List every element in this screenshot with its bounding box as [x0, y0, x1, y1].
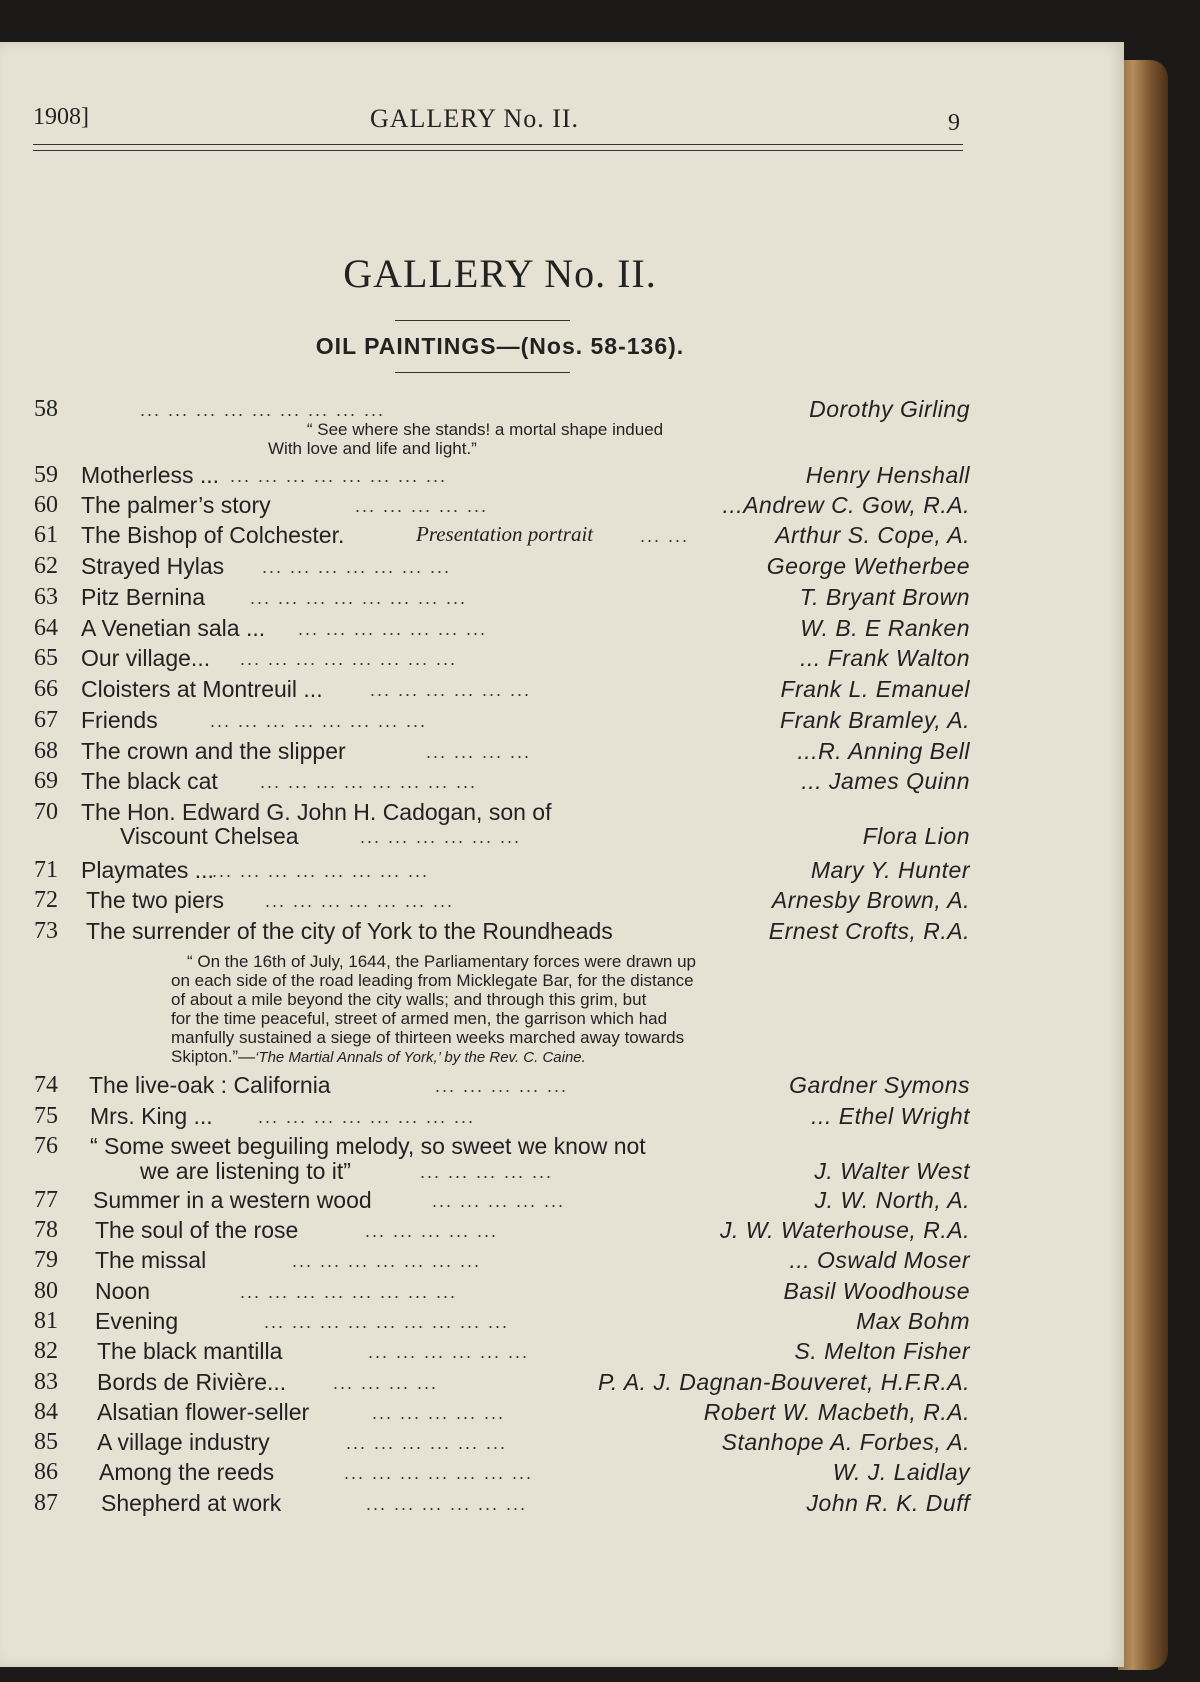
entry-artist: W. B. E Ranken — [800, 615, 970, 641]
page-number: 9 — [948, 110, 960, 136]
header-rule — [33, 144, 963, 145]
entry-number: 73 — [34, 918, 58, 944]
entry-number: 70 — [34, 799, 58, 825]
leader-dots: ... ... ... ... ... ... ... ... — [240, 1282, 458, 1302]
entry-title: “ Some sweet beguiling melody, so sweet we know not — [90, 1133, 646, 1159]
entry-artist: P. A. J. Dagnan-Bouveret, H.F.R.A. — [598, 1369, 970, 1395]
entry-artist-row — [0, 1072, 1000, 1100]
entry-artist-row — [0, 1158, 1000, 1186]
leader-dots: ... ... ... ... ... ... — [370, 680, 532, 700]
quote-line: With love and life and light.” — [268, 439, 477, 458]
entry-number: 62 — [34, 553, 58, 579]
entry-title: The black mantilla — [97, 1338, 283, 1364]
entry-title: The missal — [95, 1247, 207, 1273]
leader-dots: ... ... ... ... ... ... ... ... — [258, 1107, 476, 1127]
entry-number: 83 — [34, 1369, 58, 1395]
leader-dots: ... ... ... ... ... ... ... — [292, 1251, 482, 1271]
quote-citation: ‘The Martial Annals of York,’ by the Rev. C. Caine. — [255, 1049, 586, 1066]
leader-dots: ... ... ... ... — [333, 1373, 439, 1393]
entry-artist: J. W. North, A. — [814, 1187, 970, 1213]
entry-number: 65 — [34, 645, 58, 671]
entry-title: Friends — [81, 707, 158, 733]
entry-artist-row — [0, 823, 1000, 851]
entry-number: 60 — [34, 492, 58, 518]
entry-number: 82 — [34, 1338, 58, 1364]
entry-artist: W. J. Laidlay — [832, 1459, 970, 1485]
entry-artist-row — [0, 707, 1000, 735]
title-rule — [395, 320, 570, 321]
quote-line: of about a mile beyond the city walls; and through this grim, but — [171, 990, 647, 1009]
leader-dots: ... ... ... ... ... ... ... ... ... — [264, 1312, 510, 1332]
quote-58 — [250, 420, 720, 458]
entry-title: Noon — [95, 1278, 150, 1304]
quote-73 — [171, 952, 841, 1067]
entry-number: 87 — [34, 1490, 58, 1516]
entry-artist: Henry Henshall — [805, 462, 970, 488]
entry-number: 86 — [34, 1459, 58, 1485]
entry-artist-row — [0, 1187, 1000, 1215]
entry-title: Mrs. King ... — [90, 1103, 213, 1129]
leader-dots: ... ... ... ... ... — [365, 1221, 499, 1241]
leader-dots: ... ... ... ... ... ... ... — [262, 557, 452, 577]
entry-artist-row — [0, 553, 1000, 581]
entry-number: 58 — [34, 396, 58, 422]
entry-artist: Ernest Crofts, R.A. — [768, 918, 970, 944]
running-head-title: GALLERY No. II. — [370, 104, 580, 133]
entry-artist: ... James Quinn — [801, 768, 970, 794]
entry-artist-row — [0, 738, 1000, 766]
section-rule — [395, 372, 570, 373]
entry-number: 66 — [34, 676, 58, 702]
entry-title: The live-oak : California — [89, 1072, 331, 1098]
entry-artist-row — [0, 1103, 1000, 1131]
entry-artist: Robert W. Macbeth, R.A. — [703, 1399, 970, 1425]
leader-dots: ... ... ... ... ... — [420, 1162, 554, 1182]
entry-artist-row — [0, 918, 1000, 946]
entry-title: Strayed Hylas — [81, 553, 225, 579]
entry-number: 69 — [34, 768, 58, 794]
entry-number: 64 — [34, 615, 58, 641]
entry-number: 75 — [34, 1103, 58, 1129]
entry-artist: Gardner Symons — [789, 1072, 970, 1098]
entry-artist: S. Melton Fisher — [794, 1338, 970, 1364]
quote-line: on each side of the road leading from Micklegate Bar, for the distance — [171, 971, 694, 990]
entry-artist-row — [0, 522, 1000, 550]
catalogue-entry — [0, 1133, 1000, 1161]
entry-title: The black cat — [81, 768, 218, 794]
entry-artist: Stanhope A. Forbes, A. — [721, 1429, 970, 1455]
entry-artist-row — [0, 1308, 1000, 1336]
presentation-note: Presentation portrait — [416, 522, 594, 546]
entry-title: The Bishop of Colchester. — [81, 522, 345, 548]
entry-title: Pitz Bernina — [81, 584, 206, 610]
entry-artist-row — [0, 768, 1000, 796]
entry-artist-row — [0, 615, 1000, 643]
entry-title: Bords de Rivière... — [97, 1369, 287, 1395]
leader-dots: ... ... ... ... ... ... ... ... — [250, 588, 468, 608]
entry-artist: Basil Woodhouse — [783, 1278, 970, 1304]
entry-title: The crown and the slipper — [81, 738, 346, 764]
entry-title: The surrender of the city of York to the Roundheads — [86, 918, 613, 944]
entry-title: Playmates ... — [81, 857, 214, 883]
entry-number: 79 — [34, 1247, 58, 1273]
entry-number: 63 — [34, 584, 58, 610]
entry-title: Alsatian flower-seller — [97, 1399, 310, 1425]
leader-dots: ... ... ... ... ... ... ... — [265, 891, 455, 911]
entry-title: Evening — [95, 1308, 179, 1334]
leader-dots: ... ... ... ... ... ... ... ... — [260, 772, 478, 792]
entry-artist-row — [0, 1429, 1000, 1457]
header-rule — [33, 150, 963, 151]
book-spine — [1118, 60, 1168, 1670]
entry-artist-row — [0, 887, 1000, 915]
entry-number: 74 — [34, 1072, 58, 1098]
entry-number: 68 — [34, 738, 58, 764]
entry-artist-row — [0, 462, 1000, 490]
section-title: OIL PAINTINGS—(Nos. 58-136). — [315, 333, 685, 359]
leader-dots: ... ... ... ... ... ... — [366, 1494, 528, 1514]
entry-artist-row — [0, 1338, 1000, 1366]
entry-artist-row — [0, 1459, 1000, 1487]
entry-title: Shepherd at work — [101, 1490, 282, 1516]
entry-number: 76 — [34, 1133, 58, 1159]
quote-line: for the time peaceful, street of armed men, the garrison which had — [171, 1009, 668, 1028]
leader-dots: ... ... ... ... ... — [435, 1076, 569, 1096]
entry-title: A Venetian sala ... — [81, 615, 266, 641]
entry-artist-row — [0, 1490, 1000, 1518]
entry-artist-row — [0, 857, 1000, 885]
running-head — [0, 104, 1000, 144]
leader-dots: ... ... ... ... ... ... ... ... ... — [140, 400, 386, 420]
entry-number: 78 — [34, 1217, 58, 1243]
entry-artist: ...R. Anning Bell — [797, 738, 970, 764]
entry-title: The two piers — [86, 887, 225, 913]
entry-number: 59 — [34, 462, 58, 488]
gallery-title: GALLERY No. II. — [343, 251, 657, 296]
entry-title: A village industry — [97, 1429, 270, 1455]
entry-title: Cloisters at Montreuil ... — [81, 676, 323, 702]
entry-number: 84 — [34, 1399, 58, 1425]
leader-dots: ... ... ... ... ... — [372, 1403, 506, 1423]
entry-title: The palmer’s story — [81, 492, 271, 518]
quote-line: manfully sustained a siege of thirteen weeks marched away towards — [171, 1028, 685, 1047]
entry-artist: Arnesby Brown, A. — [771, 887, 970, 913]
entry-title-continued: Viscount Chelsea — [120, 823, 299, 849]
leader-dots: ... ... ... ... ... — [355, 496, 489, 516]
leader-dots: ... ... — [640, 526, 690, 546]
leader-dots: ... ... ... ... ... — [432, 1191, 566, 1211]
running-head-year: 1908] — [33, 104, 89, 130]
entry-number: 71 — [34, 857, 58, 883]
entry-artist-row — [0, 1369, 1000, 1397]
entry-artist: Frank L. Emanuel — [780, 676, 970, 702]
quote-end: Skipton.”— — [171, 1047, 256, 1066]
entry-artist-row — [0, 1247, 1000, 1275]
leader-dots: ... ... ... ... ... ... ... — [344, 1463, 534, 1483]
entry-artist: Arthur S. Cope, A. — [775, 522, 970, 548]
quote-line: “ See where she stands! a mortal shape indued — [306, 420, 664, 439]
entry-title: The Hon. Edward G. John H. Cadogan, son of — [81, 799, 552, 825]
entry-artist: ... Oswald Moser — [789, 1247, 970, 1273]
entry-artist-row — [0, 1278, 1000, 1306]
leader-dots: ... ... ... ... ... ... ... ... — [210, 711, 428, 731]
entry-title-continued: we are listening to it” — [140, 1158, 351, 1184]
entry-artist-row — [0, 1217, 1000, 1245]
quote-line — [171, 1047, 841, 1067]
entry-title: Our village... — [81, 645, 211, 671]
quote-line: “ On the 16th of July, 1644, the Parliamentary forces were drawn up — [187, 952, 697, 971]
entry-title: The soul of the rose — [95, 1217, 299, 1243]
entry-artist-row — [0, 1399, 1000, 1427]
entry-number: 80 — [34, 1278, 58, 1304]
entry-number: 72 — [34, 887, 58, 913]
entry-artist: Dorothy Girling — [809, 396, 970, 422]
leader-dots: ... ... ... ... ... ... ... — [298, 619, 488, 639]
leader-dots: ... ... ... ... ... ... ... ... — [240, 649, 458, 669]
leader-dots: ... ... ... ... ... ... ... ... — [230, 466, 448, 486]
entry-artist: Flora Lion — [862, 823, 970, 849]
entry-number: 77 — [34, 1187, 58, 1213]
leader-dots: ... ... ... ... ... ... ... ... — [212, 861, 430, 881]
entry-number: 85 — [34, 1429, 58, 1455]
entry-artist-row — [0, 645, 1000, 673]
entry-title: Motherless ... — [81, 462, 220, 488]
entry-title: Among the reeds — [99, 1459, 275, 1485]
entry-artist-row — [0, 492, 1000, 520]
entry-artist: Frank Bramley, A. — [780, 707, 970, 733]
entry-artist: Max Bohm — [856, 1308, 970, 1334]
leader-dots: ... ... ... ... ... ... — [360, 827, 522, 847]
leader-dots: ... ... ... ... ... ... — [368, 1342, 530, 1362]
entry-artist: T. Bryant Brown — [799, 584, 970, 610]
entry-artist: Mary Y. Hunter — [810, 857, 970, 883]
entry-artist: J. W. Waterhouse, R.A. — [719, 1217, 970, 1243]
entry-number: 61 — [34, 522, 58, 548]
leader-dots: ... ... ... ... ... ... — [346, 1433, 508, 1453]
entry-artist: J. Walter West — [814, 1158, 970, 1184]
entry-artist: George Wetherbee — [766, 553, 970, 579]
entry-artist: ...Andrew C. Gow, R.A. — [722, 492, 970, 518]
leader-dots: ... ... ... ... — [426, 742, 532, 762]
entry-artist: ... Ethel Wright — [811, 1103, 970, 1129]
entry-artist: ... Frank Walton — [800, 645, 970, 671]
entry-artist: John R. K. Duff — [806, 1490, 970, 1516]
entry-artist-row — [0, 584, 1000, 612]
entry-title: Summer in a western wood — [93, 1187, 372, 1213]
entry-number: 81 — [34, 1308, 58, 1334]
entry-number: 67 — [34, 707, 58, 733]
entry-artist-row — [0, 676, 1000, 704]
